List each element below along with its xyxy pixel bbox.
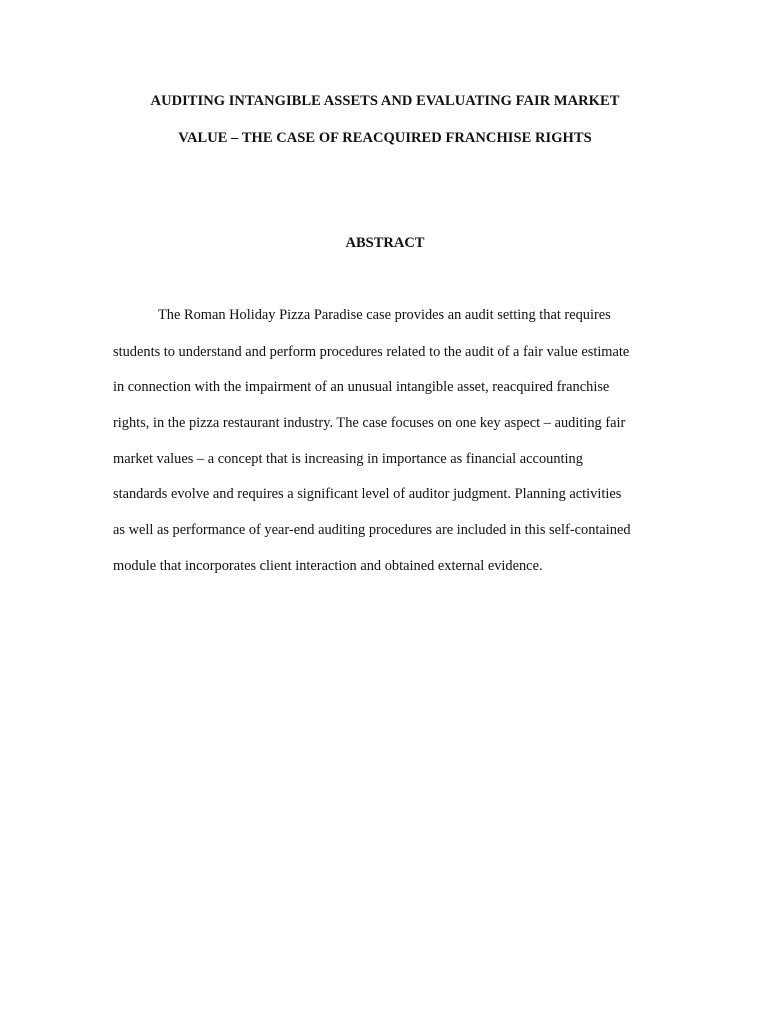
abstract-line-6: standards evolve and requires a significant level of auditor judgment. Planning activities (113, 486, 622, 502)
document-title-line-1: AUDITING INTANGIBLE ASSETS AND EVALUATING FAIR MARKET (150, 93, 620, 109)
document-title-line-2: VALUE – THE CASE OF REACQUIRED FRANCHISE RIGHTS (178, 130, 592, 146)
abstract-line-3: in connection with the impairment of an unusual intangible asset, reacquired franchise (113, 379, 610, 395)
abstract-line-7: as well as performance of year-end auditing procedures are included in this self-contained (113, 522, 631, 538)
abstract-line-1: The Roman Holiday Pizza Paradise case provides an audit setting that requires (158, 307, 611, 323)
abstract-line-5: market values – a concept that is increasing in importance as financial accounting (113, 451, 583, 467)
abstract-line-2: students to understand and perform procedures related to the audit of a fair value estimate (113, 344, 630, 360)
abstract-line-8: module that incorporates client interaction and obtained external evidence. (113, 558, 543, 574)
abstract-line-4: rights, in the pizza restaurant industry. The case focuses on one key aspect – auditing fair (113, 415, 626, 431)
abstract-heading: ABSTRACT (345, 235, 425, 251)
